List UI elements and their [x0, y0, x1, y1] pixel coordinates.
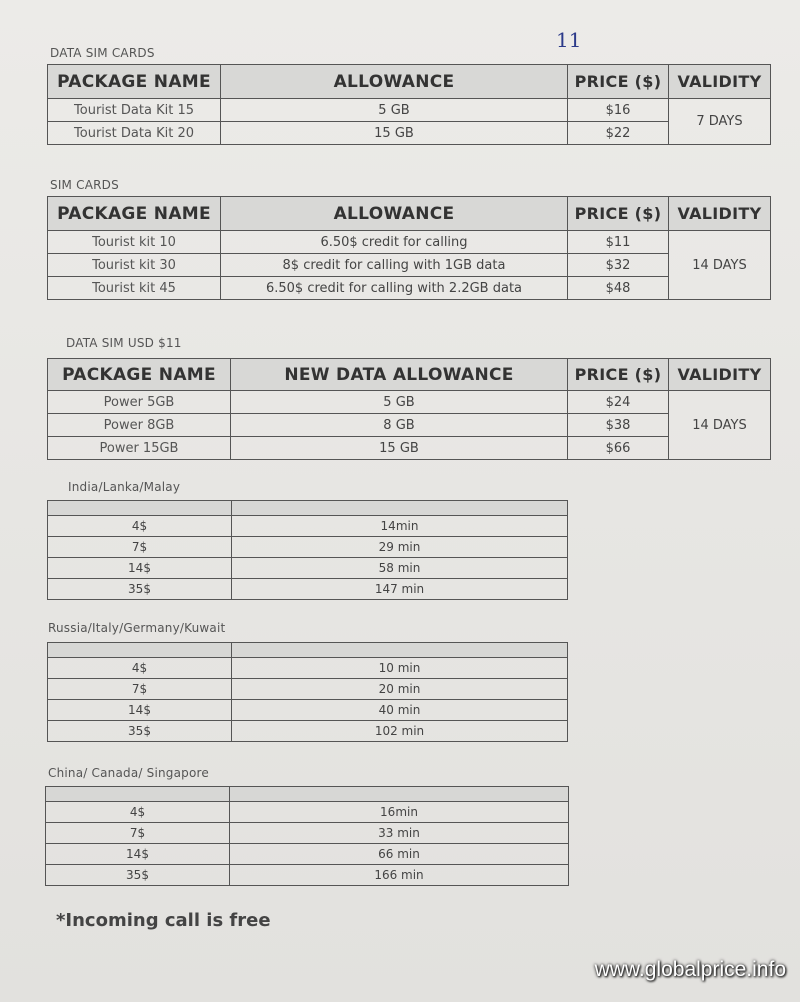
- rate-minutes: 66 min: [230, 844, 569, 865]
- allowance: 5 GB: [221, 99, 568, 122]
- allowance: 15 GB: [221, 122, 568, 145]
- table-row: [48, 537, 568, 558]
- data-sim-usd-caption: DATA SIM USD $11: [66, 336, 182, 350]
- rates-india-caption: India/Lanka/Malay: [68, 480, 181, 494]
- table-row: [48, 277, 771, 300]
- rate-minutes: 147 min: [232, 579, 568, 600]
- rate-minutes: 20 min: [232, 679, 568, 700]
- table-row: [48, 437, 771, 460]
- price: $11: [568, 231, 669, 254]
- price: $32: [568, 254, 669, 277]
- rate-price: 14$: [46, 844, 230, 865]
- package-name: Power 8GB: [48, 414, 231, 437]
- table-row: [48, 558, 568, 579]
- data-sim-table: [47, 64, 771, 145]
- col-package-name: PACKAGE NAME: [48, 197, 221, 231]
- table-row: [48, 658, 568, 679]
- col-new-data-allowance: NEW DATA ALLOWANCE: [231, 359, 568, 391]
- col-package-name: PACKAGE NAME: [48, 359, 231, 391]
- table-row: [48, 391, 771, 414]
- col-price: PRICE ($): [568, 359, 669, 391]
- table-row: [48, 122, 771, 145]
- rate-minutes: 10 min: [232, 658, 568, 679]
- col-validity: VALIDITY: [669, 197, 771, 231]
- package-name: Tourist kit 45: [48, 277, 221, 300]
- rate-price: 4$: [48, 658, 232, 679]
- rate-price: 14$: [48, 700, 232, 721]
- allowance: 6.50$ credit for calling: [221, 231, 568, 254]
- col-validity: VALIDITY: [669, 65, 771, 99]
- table-row: [46, 802, 569, 823]
- package-name: Tourist Data Kit 15: [48, 99, 221, 122]
- validity: 14 DAYS: [669, 391, 771, 460]
- table-row: [48, 231, 771, 254]
- rate-minutes: 166 min: [230, 865, 569, 886]
- rate-price: 4$: [48, 516, 232, 537]
- validity: 7 DAYS: [669, 99, 771, 145]
- col-package-name: PACKAGE NAME: [48, 65, 221, 99]
- package-name: Power 15GB: [48, 437, 231, 460]
- col-allowance: ALLOWANCE: [221, 65, 568, 99]
- table-row: [48, 516, 568, 537]
- rate-price: 7$: [46, 823, 230, 844]
- handwritten-page-number: 11: [556, 28, 582, 52]
- rates-russia-table: [47, 642, 568, 742]
- rate-minutes: 14min: [232, 516, 568, 537]
- col-price: PRICE ($): [568, 197, 669, 231]
- rate-price: 35$: [46, 865, 230, 886]
- rate-price: 35$: [48, 721, 232, 742]
- table-row: [46, 823, 569, 844]
- table-row: [48, 254, 771, 277]
- package-name: Tourist kit 10: [48, 231, 221, 254]
- col-price: PRICE ($): [568, 65, 669, 99]
- rate-minutes: 58 min: [232, 558, 568, 579]
- data-sim-caption: DATA SIM CARDS: [50, 46, 155, 60]
- package-name: Tourist Data Kit 20: [48, 122, 221, 145]
- rate-price: 35$: [48, 579, 232, 600]
- table-row: [48, 579, 568, 600]
- rate-price: 14$: [48, 558, 232, 579]
- rates-china-table: [45, 786, 569, 886]
- rate-minutes: 102 min: [232, 721, 568, 742]
- table-row: [48, 679, 568, 700]
- rate-price: 4$: [46, 802, 230, 823]
- allowance: 8 GB: [231, 414, 568, 437]
- price: $16: [568, 99, 669, 122]
- price: $48: [568, 277, 669, 300]
- price: $66: [568, 437, 669, 460]
- rate-price: 7$: [48, 537, 232, 558]
- rate-minutes: 40 min: [232, 700, 568, 721]
- rates-india-table: [47, 500, 568, 600]
- watermark: www.globalprice.info: [594, 958, 786, 981]
- allowance: 6.50$ credit for calling with 2.2GB data: [221, 277, 568, 300]
- col-allowance: ALLOWANCE: [221, 197, 568, 231]
- table-row: [48, 700, 568, 721]
- allowance: 8$ credit for calling with 1GB data: [221, 254, 568, 277]
- rates-russia-caption: Russia/Italy/Germany/Kuwait: [48, 621, 226, 635]
- data-sim-usd-table: [47, 358, 771, 460]
- table-row: [46, 865, 569, 886]
- sim-cards-caption: SIM CARDS: [50, 178, 119, 192]
- price: $38: [568, 414, 669, 437]
- rate-price: 7$: [48, 679, 232, 700]
- col-validity: VALIDITY: [669, 359, 771, 391]
- price: $24: [568, 391, 669, 414]
- rate-minutes: 29 min: [232, 537, 568, 558]
- rate-minutes: 16min: [230, 802, 569, 823]
- package-name: Tourist kit 30: [48, 254, 221, 277]
- rate-minutes: 33 min: [230, 823, 569, 844]
- table-row: [48, 99, 771, 122]
- allowance: 5 GB: [231, 391, 568, 414]
- table-row: [48, 414, 771, 437]
- package-name: Power 5GB: [48, 391, 231, 414]
- rates-china-caption: China/ Canada/ Singapore: [48, 766, 209, 780]
- validity: 14 DAYS: [669, 231, 771, 300]
- table-row: [46, 844, 569, 865]
- price: $22: [568, 122, 669, 145]
- footnote: *Incoming call is free: [56, 910, 271, 931]
- allowance: 15 GB: [231, 437, 568, 460]
- table-row: [48, 721, 568, 742]
- sim-cards-table: [47, 196, 771, 300]
